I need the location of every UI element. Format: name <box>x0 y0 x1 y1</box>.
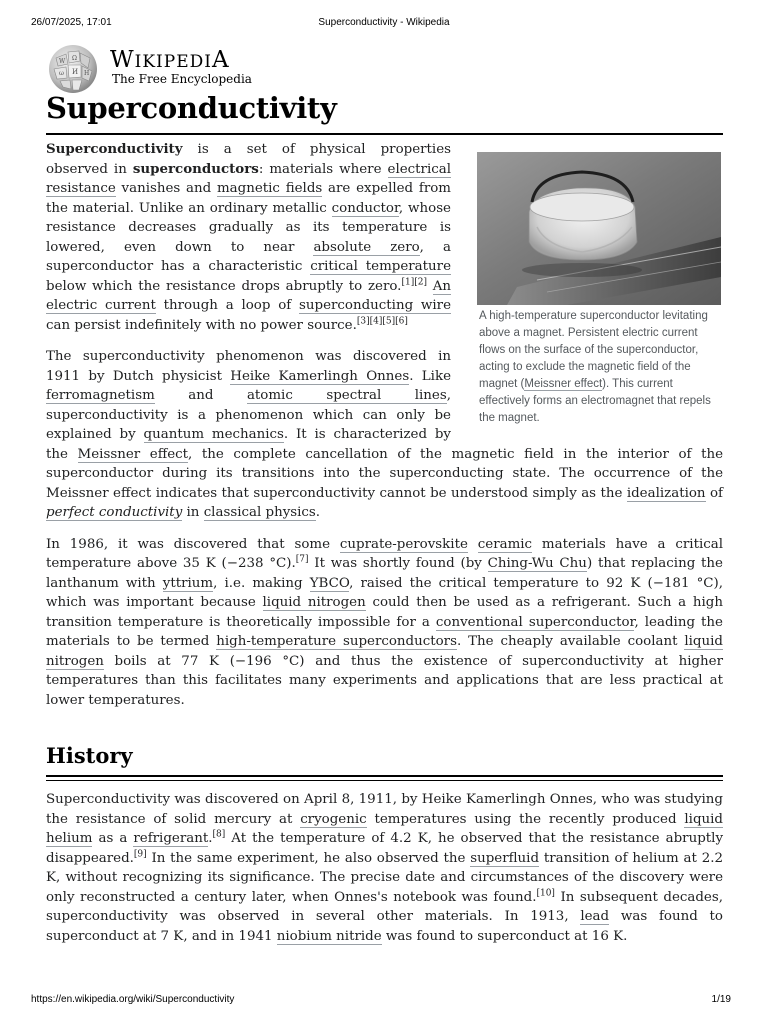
wiki-link[interactable]: cuprate-perovskite <box>339 536 468 552</box>
citation-ref[interactable]: [3][4][5][6] <box>356 316 408 327</box>
wiki-link[interactable]: perfect conductivity <box>46 505 183 520</box>
wiki-link[interactable]: ceramic <box>477 536 533 552</box>
wiki-link[interactable]: conductor <box>331 200 399 216</box>
wiki-link[interactable]: An electric current <box>46 278 451 313</box>
wiki-link[interactable]: ferromagnetism <box>46 388 155 403</box>
levitating-superconductor-photo[interactable] <box>477 152 721 305</box>
svg-text:W: W <box>59 58 66 65</box>
page-indicator: 1/19 <box>711 994 731 1005</box>
wiki-link[interactable]: superconducting wire <box>299 298 451 313</box>
wiki-link[interactable]: Meissner effect <box>77 446 189 462</box>
wiki-link[interactable]: atomic spectral lines <box>246 388 447 403</box>
wiki-link[interactable]: absolute zero <box>313 239 420 255</box>
section-heading-history: History <box>46 743 133 768</box>
wiki-link[interactable]: cryogenic <box>300 811 367 827</box>
wiki-link[interactable]: refrigerant <box>133 831 209 846</box>
wiki-link[interactable]: lead <box>580 909 610 924</box>
history-paragraph: Superconductivity was discovered on April 8, 1911, by Heike Kamerlingh Onnes, who was studying the resistance of solid mercury at cryogenic temperatures using the recently produced liquid helium as a refrigerant.[8] At the temperature of 4.2 K, he observed that the resistance abruptly disappeared.[9] In the same experiment, he also observed the superfluid transition of helium at 2.2 K, without recognizing its significance. The precise date and circumstances of the discovery were only reconstructed a century later, when Onnes's notebook was found.[10] In subsequent decades, superconductivity was observed in several other materials. In 1913, lead was found to superconduct at 7 K, and in 1941 niobium nitride was found to superconduct at 16 K. <box>46 792 724 944</box>
page-title: Superconductivity <box>46 91 337 125</box>
wiki-link[interactable]: Ching-Wu Chu <box>487 556 587 571</box>
wiki-link[interactable]: liquid nitrogen <box>46 634 723 669</box>
print-url[interactable]: https://en.wikipedia.org/wiki/Superconductivity <box>31 994 235 1005</box>
section-divider-thin <box>46 780 723 781</box>
wiki-link[interactable]: critical temperature <box>310 259 451 274</box>
article-body <box>46 140 723 722</box>
svg-text:Ω: Ω <box>72 55 77 62</box>
svg-text:ω: ω <box>59 70 64 77</box>
figure-caption: A high-temperature superconductor levitating above a magnet. Persistent electric current flows on the surface of the superconductor, acting to exclude the magnetic field of the magnet (Meissner effect). This current effectively forms an electromagnet that repels the magnet. <box>479 310 711 424</box>
wiki-link[interactable]: electrical resistance <box>46 161 451 196</box>
wikipedia-tagline: The Free Encyclopedia <box>112 72 252 86</box>
intro-paragraph-1: Superconductivity is a set of physical properties observed in superconductors: materials where electrical resistance vanishes and magnetic fields are expelled from the material. Unlike an ordinary metallic conductor, whose resistance decreases gradually as its temperature is lowered, even down to near absolute zero, a superconductor has a characteristic critical temperature below which the resistance drops abruptly to zero.[1][2] An electric current through a loop of superconducting wire can persist indefinitely with no power source.[3][4][5][6] <box>46 141 452 333</box>
wiki-link[interactable]: Meissner effect <box>524 378 603 390</box>
citation-ref[interactable]: [7] <box>295 554 309 565</box>
section-divider <box>46 775 723 777</box>
wiki-link[interactable]: magnetic fields <box>216 181 323 196</box>
citation-ref[interactable]: [1][2] <box>401 277 427 288</box>
bold-term: superconductors <box>132 160 259 177</box>
intro-paragraph-2: The superconductivity phenomenon was discovered in 1911 by Dutch physicist Heike Kamerlingh Onnes. Like ferromagnetism and atomic spectral lines, superconductivity is a phenomenon which can only be explained by quantum mechanics. It is characterized by the Meissner effect, the complete cancellation of the magnetic field in the interior of the superconductor during its transitions into the superconducting state. The occurrence of the Meissner effect indicates that superconductivity cannot be understood simply as the idealization of perfect conductivity in classical physics. <box>46 349 723 520</box>
infobox-figure <box>477 152 723 427</box>
citation-ref[interactable]: [10] <box>536 888 555 899</box>
wiki-link[interactable]: liquid nitrogen <box>262 595 366 610</box>
wiki-link[interactable]: idealization <box>626 485 706 501</box>
wiki-link[interactable]: superfluid <box>470 850 540 866</box>
citation-ref[interactable]: [8] <box>212 829 226 840</box>
wikipedia-globe-icon <box>46 44 100 94</box>
wiki-link[interactable]: niobium nitride <box>276 928 382 944</box>
svg-text:H: H <box>84 70 90 77</box>
wiki-link[interactable]: quantum mechanics <box>143 427 284 442</box>
print-doc-title: Superconductivity - Wikipedia <box>318 17 450 28</box>
wiki-link[interactable]: yttrium <box>162 575 214 591</box>
title-divider <box>46 133 723 135</box>
wiki-link[interactable]: liquid helium <box>46 811 723 846</box>
wiki-link[interactable]: conventional superconductor <box>435 614 635 630</box>
wiki-link[interactable]: YBCO <box>309 575 350 591</box>
intro-paragraph-3: In 1986, it was discovered that some cuprate-perovskite ceramic materials have a critical temperature above 35 K (−238 °C).[7] It was shortly found (by Ching-Wu Chu) that replacing the lanthanum with yttrium, i.e. making YBCO, raised the critical temperature to 92 K (−181 °C), which was important because liquid nitrogen could then be used as a refrigerant. Such a high transition temperature is theoretically impossible for a conventional superconductor, leading the materials to be termed high-temperature superconductors. The cheaply available coolant liquid nitrogen boils at 77 K (−196 °C) and thus the existence of superconductivity at higher temperatures than this facilitates many experiments and applications that are less practical at lower temperatures. <box>46 536 724 708</box>
wiki-link[interactable]: Heike Kamerlingh Onnes <box>230 368 410 384</box>
wikipedia-wordmark: WIKIPEDIA <box>110 47 230 73</box>
citation-ref[interactable]: [9] <box>133 849 147 860</box>
wiki-link[interactable]: classical physics <box>203 505 316 520</box>
print-datetime: 26/07/2025, 17:01 <box>31 17 112 28</box>
svg-text:И: И <box>72 68 79 76</box>
wiki-link[interactable]: high-temperature superconductors <box>216 634 457 649</box>
bold-term: Superconductivity <box>46 141 183 157</box>
